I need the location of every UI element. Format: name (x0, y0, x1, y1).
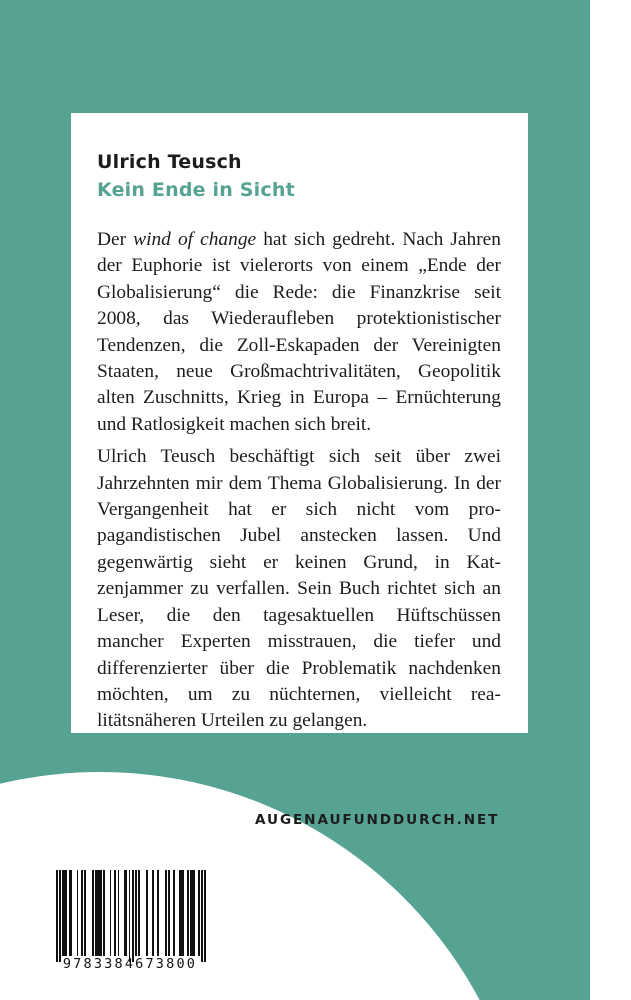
barcode-bar (173, 870, 175, 956)
barcode-bars (56, 870, 206, 958)
blurb-p1-start: Der (97, 229, 134, 250)
author-name: Ulrich Teusch (97, 151, 242, 173)
barcode-bar (157, 870, 159, 956)
barcode-bar (77, 870, 79, 956)
blurb-paragraph-2: Ulrich Teusch beschäftigt sich seit über zwei Jahrzehnten mir dem Thema Globalisierung. In der Vergangenheit hat er sich nicht vom propagandistischen Jubel anstecken lassen. Und gegenwärtig sieht er keinen Grund, in Katzenjammer zu verfallen. Sein Buch richtet sich an Leser, die den tagesaktuellen Hüftschüssen mancher Experten misstrauen, die tiefer und differenzierter über die Problematik nachdenken möchten, um zu nüchternen, vielleicht realitätsnäheren Urteilen zu gelangen. (97, 446, 501, 732)
barcode-bar (168, 870, 170, 956)
barcode-bar (187, 870, 189, 956)
barcode-bar (103, 870, 105, 956)
barcode-bar (198, 870, 200, 956)
barcode-bar (59, 870, 61, 962)
barcode-bar (201, 870, 203, 962)
page-edge (590, 0, 631, 1000)
barcode-bar (132, 870, 134, 962)
barcode-bar (70, 870, 72, 956)
book-title: Kein Ende in Sicht (97, 179, 295, 201)
barcode-bar (135, 870, 137, 956)
barcode-bar (165, 870, 167, 956)
blurb-paragraph-1 (97, 227, 501, 438)
barcode-bar (100, 870, 102, 956)
publisher-url: AUGENAUFUNDDURCH.NET (255, 812, 500, 828)
blurb-p1-italic: wind of change (133, 229, 257, 250)
barcode-bar (138, 870, 140, 956)
barcode-bar (125, 870, 127, 956)
barcode-bar (65, 870, 67, 956)
barcode-bar (114, 870, 116, 956)
barcode-bar (129, 870, 131, 962)
barcode-bar (84, 870, 86, 956)
blurb-p1-rest: hat sich gedreht. Nach Jahren der Euphorie ist vielerorts von einem „Ende der Globalisierung“ die Rede: die Finanzkrise seit 2008, das Wiederaufleben protektionistischer Tendenzen, die Zoll-Eskapaden der Vereinigten Staaten, neue Großmachtrivalitäten, Geopolitik alten Zuschnitts, Krieg in Europa – Ernüchterung und Ratlosigkeit machen sich breit. (97, 229, 501, 435)
barcode-bar (182, 870, 184, 956)
barcode-bar (152, 870, 154, 956)
blurb (97, 227, 501, 735)
barcode-bar (204, 870, 206, 962)
text-panel (71, 113, 528, 733)
barcode-bar (118, 870, 120, 956)
barcode-bar (56, 870, 58, 962)
barcode-bar (110, 870, 112, 956)
isbn-digits: 9783384673800 (62, 956, 198, 972)
barcode-bar (193, 870, 195, 956)
barcode-bar (146, 870, 148, 956)
isbn-barcode (46, 864, 214, 980)
barcode-bar (92, 870, 94, 956)
barcode-bar (81, 870, 83, 956)
